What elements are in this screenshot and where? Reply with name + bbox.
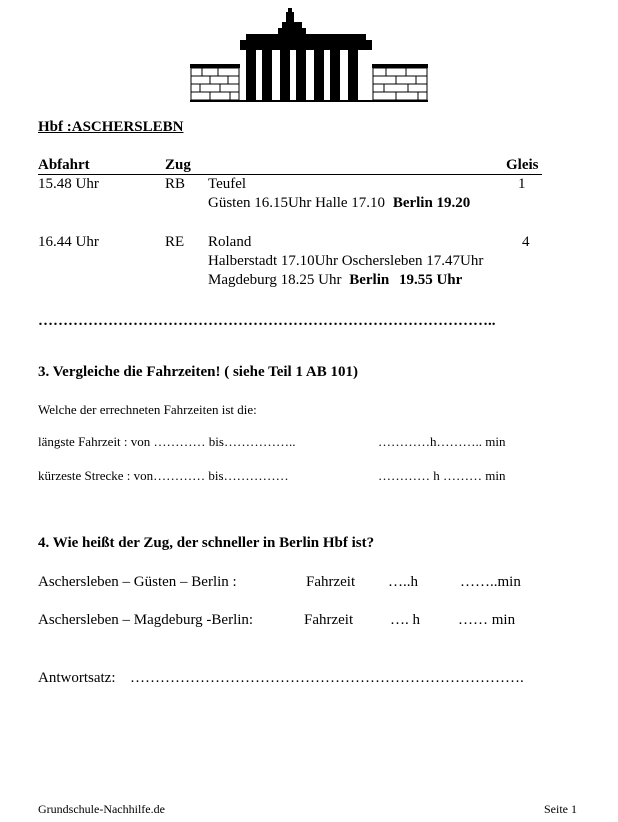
- task3-row-longest: längste Fahrzeit : von ………… bis……………..: [38, 434, 296, 449]
- task3-row-shortest-fill: ………… h ……… min: [378, 468, 506, 483]
- departure-time: 15.48 Uhr: [38, 176, 99, 192]
- answer-line: …………………………………………………………………….: [130, 670, 524, 686]
- col-header-track: Gleis: [506, 157, 539, 173]
- route-destination: Berlin: [349, 272, 390, 288]
- task4-duration-label: Fahrzeit: [304, 612, 354, 628]
- route-stops: [208, 195, 470, 212]
- header-rule: [38, 174, 542, 175]
- departure-time: 16.44 Uhr: [38, 234, 99, 250]
- route-stops-final: [208, 272, 462, 289]
- route-stops: Halberstadt 17.10Uhr Oschersleben 17.47Uhr: [208, 253, 484, 269]
- station-title: Hbf :ASCHERSLEBN: [38, 119, 184, 135]
- task4-hours-blank: …. h: [390, 612, 420, 628]
- answer-label: Antwortsatz:: [38, 670, 116, 686]
- task3-row-shortest: kürzeste Strecke : von………… bis……………: [38, 468, 289, 483]
- task4-duration-label: Fahrzeit: [306, 574, 356, 590]
- train-type: RE: [165, 234, 185, 250]
- train-type: RB: [165, 176, 186, 192]
- route-arrival-time: 19.55 Uhr: [398, 272, 463, 288]
- task4-route-magdeburg: Aschersleben – Magdeburg -Berlin:: [38, 612, 254, 628]
- route-stops-plain: Magdeburg 18.25 Uhr: [208, 272, 342, 288]
- footer-site: Grundschule-Nachhilfe.de: [38, 802, 165, 816]
- footer-page-number: Seite 1: [544, 802, 577, 816]
- train-name: Teufel: [208, 176, 247, 192]
- route-stops-plain: Güsten 16.15Uhr Halle 17.10: [208, 195, 386, 211]
- task4-minutes-blank: …… min: [458, 612, 516, 628]
- task4-hours-blank: …..h: [388, 574, 418, 590]
- brandenburg-gate-icon: [190, 6, 428, 102]
- col-header-train: Zug: [165, 157, 191, 173]
- task3-question: Welche der errechneten Fahrzeiten ist die:: [38, 402, 257, 417]
- route-destination: Berlin 19.20: [392, 195, 471, 211]
- task3-row-longest-fill: …………h……….. min: [378, 434, 506, 449]
- task3-heading: 3. Vergleiche die Fahrzeiten! ( siehe Teil 1 AB 101): [38, 364, 358, 380]
- track-number: 1: [518, 176, 526, 192]
- col-header-departure: Abfahrt: [38, 157, 90, 173]
- dotted-separator: ………………………………………………………………………………..: [38, 313, 496, 329]
- train-name: Roland: [208, 234, 252, 250]
- task4-minutes-blank: ……..min: [460, 574, 521, 590]
- task4-heading: 4. Wie heißt der Zug, der schneller in Berlin Hbf ist?: [38, 535, 375, 551]
- task4-route-guesten: Aschersleben – Güsten – Berlin :: [38, 574, 237, 590]
- track-number: 4: [522, 234, 530, 250]
